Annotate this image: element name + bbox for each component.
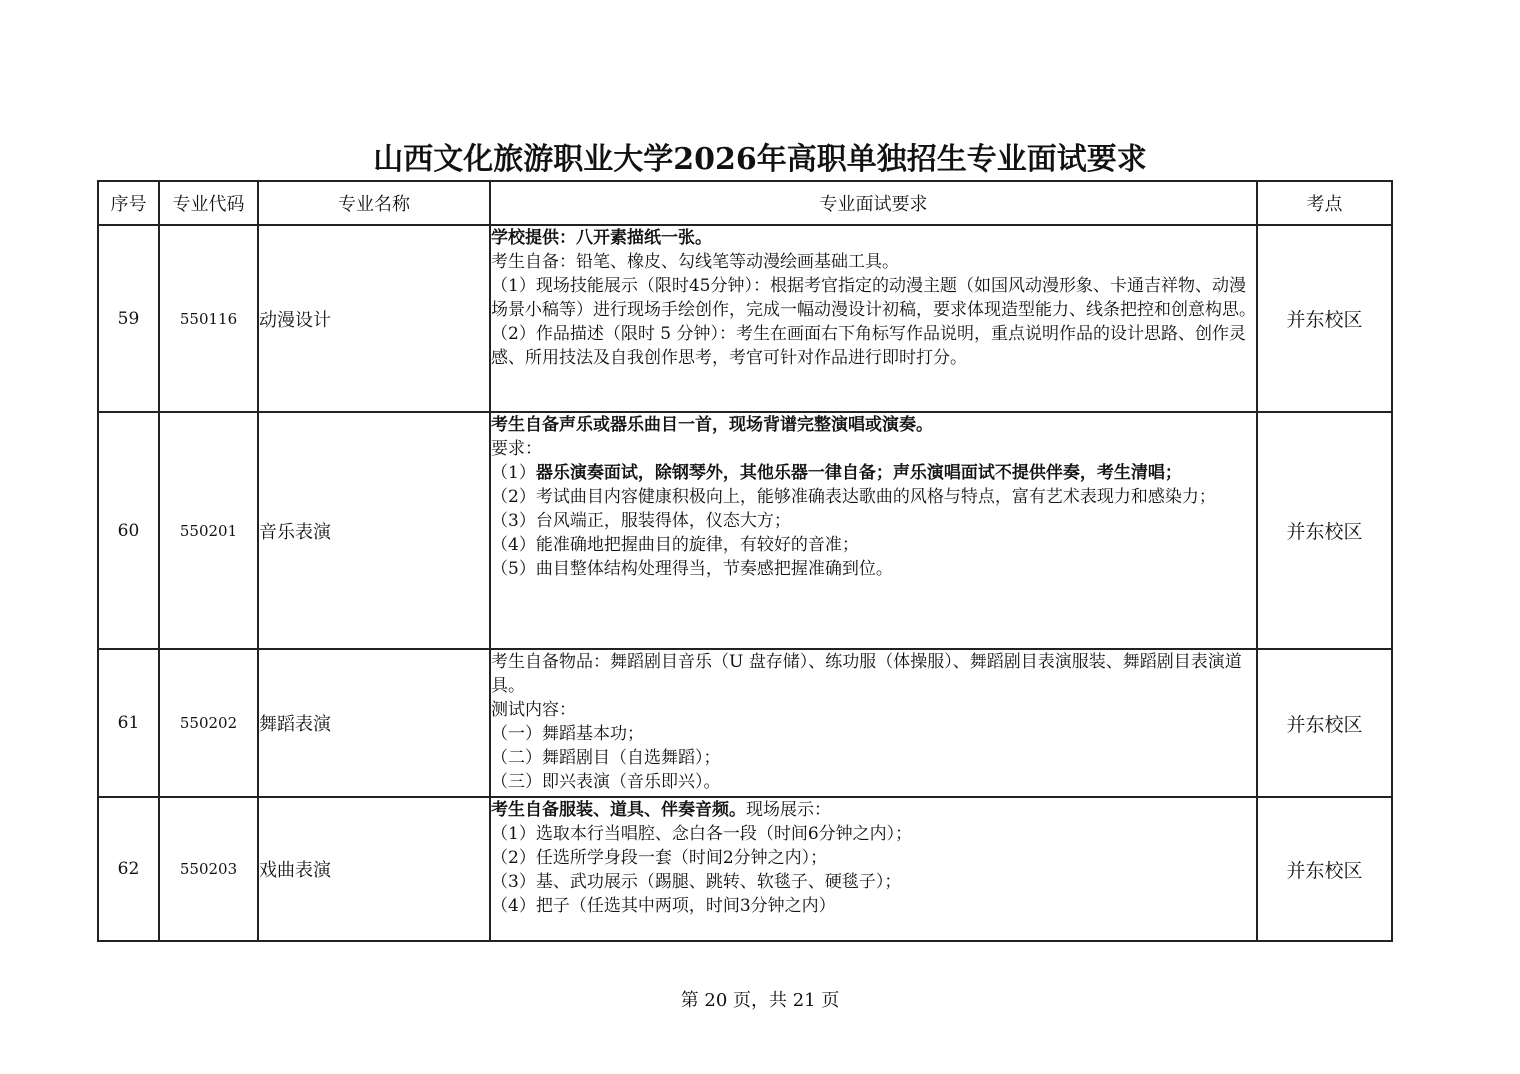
- requirement-line: [491, 746, 1256, 770]
- requirement-line: [491, 798, 1256, 822]
- table-row: [98, 225, 1392, 412]
- header-requirements: 专业面试要求: [490, 181, 1257, 225]
- requirement-text: （三）即兴表演（音乐即兴）。: [491, 772, 721, 792]
- requirement-bold-text: 器乐演奏面试，除钢琴外，其他乐器一律自备；声乐演唱面试不提供伴奏，考生清唱；: [535, 463, 1182, 483]
- requirement-line: [491, 437, 1256, 461]
- requirement-prefix: （1）: [491, 463, 536, 483]
- header-site: 考点: [1257, 181, 1392, 225]
- row-code: 550202: [159, 649, 258, 797]
- row-requirements: [490, 412, 1257, 649]
- requirement-text: （2）任选所学身段一套（时间2分钟之内）；: [491, 848, 828, 868]
- requirement-line: [491, 274, 1256, 322]
- requirement-line: [491, 250, 1256, 274]
- row-site: 并东校区: [1257, 225, 1392, 412]
- requirement-line: [491, 485, 1256, 509]
- table-header-row: [98, 181, 1392, 225]
- row-site: 并东校区: [1257, 649, 1392, 797]
- requirement-text: （3）台风端正，服装得体，仪态大方；: [491, 511, 791, 531]
- requirement-line: [491, 557, 1256, 581]
- row-seq: 59: [98, 225, 159, 412]
- requirement-line: [491, 770, 1256, 794]
- requirement-line: [491, 461, 1256, 485]
- requirement-line: [491, 650, 1256, 698]
- requirement-text: （1）现场技能展示（限时45分钟）：根据考官指定的动漫主题（如国风动漫形象、卡通吉祥物、动漫场景小稿等）进行现场手绘创作，完成一幅动漫设计初稿，要求体现造型能力、线条把控和创意构思。: [491, 276, 1256, 320]
- row-code: 550201: [159, 412, 258, 649]
- requirement-bold-text: 考生自备服装、道具、伴奏音频。: [491, 800, 746, 820]
- page-title: 山西文化旅游职业大学2026年高职单独招生专业面试要求: [373, 142, 1147, 177]
- header-name: 专业名称: [258, 181, 490, 225]
- table-body: [98, 225, 1392, 941]
- requirement-line: [491, 533, 1256, 557]
- requirement-text: 现场展示：: [746, 800, 831, 820]
- row-major-name: 戏曲表演: [258, 797, 490, 941]
- requirement-text: （2）考试曲目内容健康积极向上，能够准确表达歌曲的风格与特点，富有艺术表现力和感染力；: [491, 487, 1216, 507]
- requirement-line: [491, 322, 1256, 370]
- requirement-line: [491, 870, 1256, 894]
- requirement-text: 考生自备：铅笔、橡皮、勾线笔等动漫绘画基础工具。: [491, 252, 899, 272]
- requirement-text: （二）舞蹈剧目（自选舞蹈）；: [491, 748, 721, 768]
- requirement-line: [491, 509, 1256, 533]
- requirement-line: [491, 822, 1256, 846]
- requirement-line: [491, 413, 1256, 437]
- requirements-table: [97, 180, 1393, 942]
- requirement-text: 考生自备物品：舞蹈剧目音乐（U 盘存储）、练功服（体操服）、舞蹈剧目表演服装、舞蹈剧目表演道具。: [491, 652, 1242, 696]
- requirement-text: （4）能准确地把握曲目的旋律，有较好的音准；: [491, 535, 859, 555]
- requirement-text: （1）选取本行当唱腔、念白各一段（时间6分钟之内）；: [491, 824, 913, 844]
- requirement-line: [491, 846, 1256, 870]
- row-major-name: 音乐表演: [258, 412, 490, 649]
- requirement-text: （5）曲目整体结构处理得当，节奏感把握准确到位。: [491, 559, 893, 579]
- row-seq: 60: [98, 412, 159, 649]
- row-code: 550203: [159, 797, 258, 941]
- row-requirements: [490, 225, 1257, 412]
- requirement-text: 要求：: [491, 439, 542, 459]
- requirement-line: [491, 698, 1256, 722]
- requirement-line: [491, 722, 1256, 746]
- requirement-bold-text: 学校提供：八开素描纸一张。: [491, 228, 712, 248]
- requirement-text: 测试内容：: [491, 700, 576, 720]
- requirement-line: [491, 226, 1256, 250]
- requirement-text: （3）基、武功展示（踢腿、跳转、软毯子、硬毯子）；: [491, 872, 902, 892]
- requirement-line: [491, 894, 1256, 918]
- row-major-name: 舞蹈表演: [258, 649, 490, 797]
- header-seq: 序号: [98, 181, 159, 225]
- table-row: [98, 649, 1392, 797]
- page-footer: 第 20 页，共 21 页: [680, 990, 840, 1011]
- header-code: 专业代码: [159, 181, 258, 225]
- row-site: 并东校区: [1257, 797, 1392, 941]
- row-seq: 61: [98, 649, 159, 797]
- requirement-text: （2）作品描述（限时 5 分钟）：考生在画面右下角标写作品说明，重点说明作品的设计思路、创作灵感、所用技法及自我创作思考，考官可针对作品进行即时打分。: [491, 324, 1246, 368]
- row-site: 并东校区: [1257, 412, 1392, 649]
- table-row: [98, 797, 1392, 941]
- row-requirements: [490, 797, 1257, 941]
- row-major-name: 动漫设计: [258, 225, 490, 412]
- requirement-text: （一）舞蹈基本功；: [491, 724, 644, 744]
- row-requirements: [490, 649, 1257, 797]
- requirement-text: （4）把子（任选其中两项，时间3分钟之内）: [491, 896, 836, 916]
- table-row: [98, 412, 1392, 649]
- row-seq: 62: [98, 797, 159, 941]
- row-code: 550116: [159, 225, 258, 412]
- requirement-bold-text: 考生自备声乐或器乐曲目一首，现场背谱完整演唱或演奏。: [491, 415, 933, 435]
